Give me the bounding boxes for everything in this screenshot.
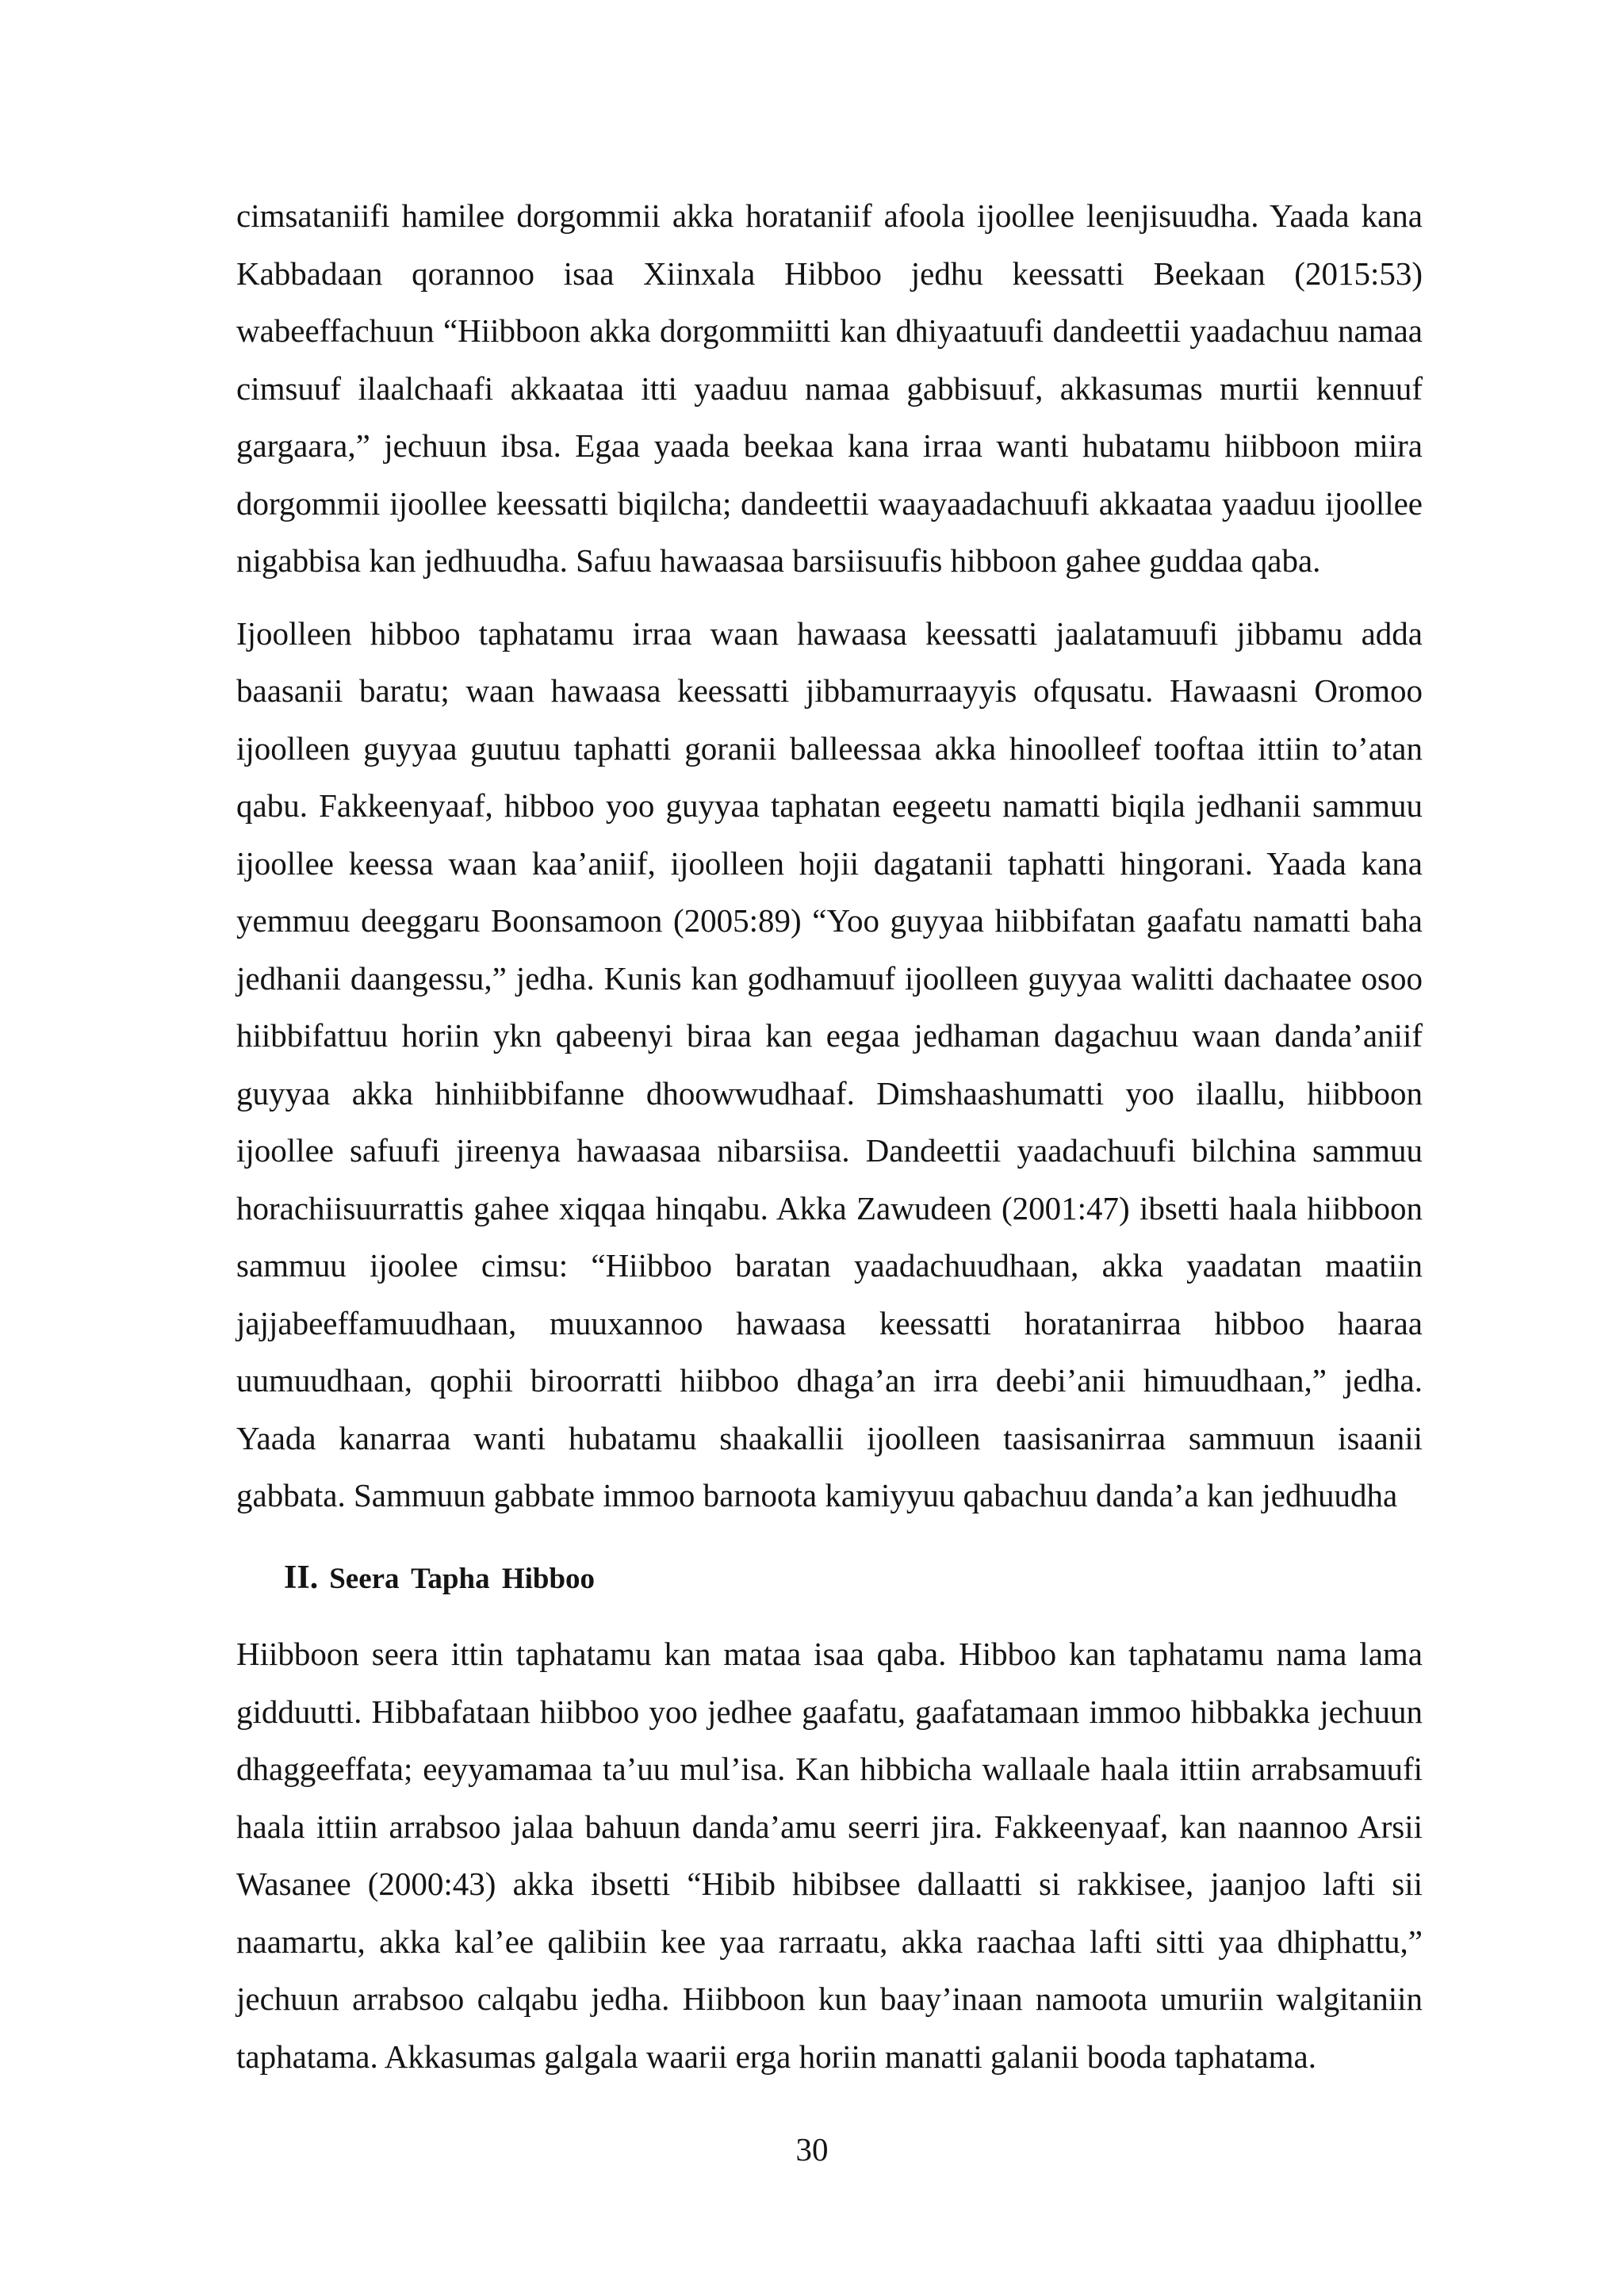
section-heading: [236, 1548, 1423, 1609]
page-body: [236, 187, 1423, 2085]
section-title: Seera Tapha Hibboo: [329, 1562, 596, 1595]
section-number: II.: [284, 1559, 319, 1596]
paragraph-1: cimsataniifi hamilee dorgommii akka horataniif afoola ijoollee leenjisuudha. Yaada kana Kabbadaan qorannoo isaa Xiinxala Hibboo jedhu keessatti Beekaan (2015:53) wabeeffachuun “Hiibboon akka dorgommiitti kan dhiyaatuufi dandeettii yaadachuu namaa cimsuuf ilaalchaafi akkaataa itti yaaduu namaa gabbisuuf, akkasumas murtii kennuuf gargaara,” jechuun ibsa. Egaa yaada beekaa kana irraa wanti hubatamu hiibboon miira dorgommii ijoollee keessatti biqilcha; dandeettii waayaadachuufi akkaataa yaaduu ijoollee nigabbisa kan jedhuudha. Safuu hawaasaa barsiisuufis hibboon gahee guddaa qaba.: [236, 197, 1423, 579]
page-number: 30: [795, 2131, 829, 2168]
paragraph-3: Hiibboon seera ittin taphatamu kan mataa isaa qaba. Hibboo kan taphatamu nama lama gidduutti. Hibbafataan hiibboo yoo jedhee gaafatu, gaafatamaan immoo hibbakka jechuun dhaggeeffata; eeyyamamaa ta’uu mul’isa. Kan hibbicha wallaale haala ittiin arrabsamuufi haala ittiin arrabsoo jalaa bahuun danda’amu seerri jira. Fakkeenyaaf, kan naannoo Arsii Wasanee (2000:43) akka ibsetti “Hibib hibibsee dallaatti si rakkisee, jaanjoo lafti sii naamartu, akka kal’ee qalibiin kee yaa rarraatu, akka raachaa lafti sitti yaa dhiphattu,” jechuun arrabsoo calqabu jedha. Hiibboon kun baay’inaan namoota umuriin walgitaniin taphatama. Akkasumas galgala waarii erga horiin manatti galanii booda taphatama.: [236, 1636, 1423, 2075]
paragraph-2: Ijoolleen hibboo taphatamu irraa waan hawaasa keessatti jaalatamuufi jibbamu adda baasanii baratu; waan hawaasa keessatti jibbamurraayyis ofqusatu. Hawaasni Oromoo ijoolleen guyyaa guutuu taphatti goranii balleessaa akka hinoolleef tooftaa ittiin to’atan qabu. Fakkeenyaaf, hibboo yoo guyyaa taphatan eegeetu namatti biqila jedhanii sammuu ijoollee keessa waan kaa’aniif, ijoolleen hojii dagatanii taphatti hingorani. Yaada kana yemmuu deeggaru Boonsamoon (2005:89) “Yoo guyyaa hiibbifatan gaafatu namatti baha jedhanii daangessu,” jedha. Kunis kan godhamuuf ijoolleen guyyaa walitti dachaatee osoo hiibbifattuu horiin ykn qabeenyi biraa kan eegaa jedhaman dagachuu waan danda’aniif guyyaa akka hinhiibbifanne dhoowwudhaaf. Dimshaashumatti yoo ilaallu, hiibboon ijoollee safuufi jireenya hawaasaa nibarsiisa. Dandeettii yaadachuufi bilchina sammuu horachiisuurrattis gahee xiqqaa hinqabu. Akka Zawudeen (2001:47) ibsetti haala hiibboon sammuu ijoolee cimsu: “Hiibboo baratan yaadachuudhaan, akka yaadatan maatiin jajjabeeffamuudhaan, muuxannoo hawaasa keessatti horatanirraa hibboo haaraa uumuudhaan, qophii biroorratti hiibboo dhaga’an irra deebi’anii himuudhaan,” jedha. Yaada kanarraa wanti hubatamu shaakallii ijoolleen taasisanirraa sammuun isaanii gabbata. Sammuun gabbate immoo barnoota kamiyyuu qabachuu danda’a kan jedhuudha: [236, 614, 1423, 1513]
